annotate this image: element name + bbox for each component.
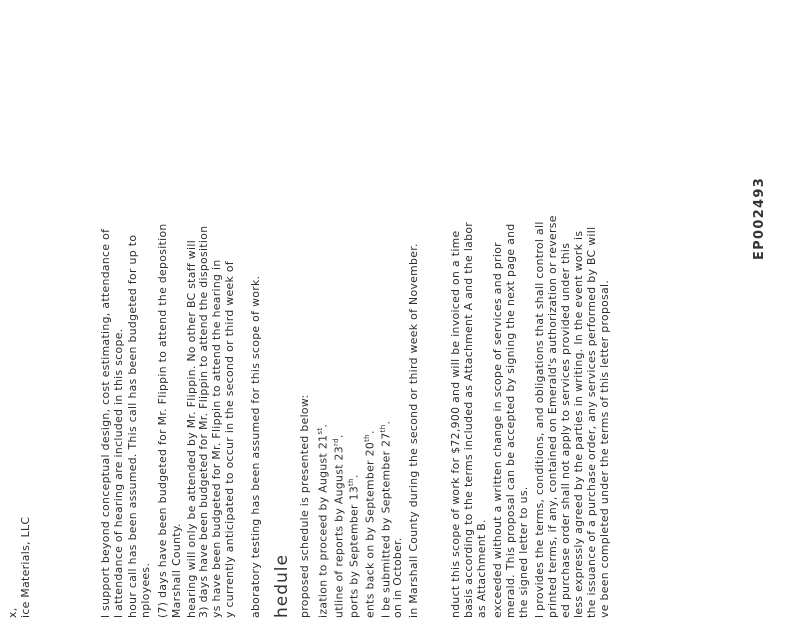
scope-line-1: exceeded without a written change in scope of services and prior <box>491 242 504 618</box>
schedule-line-2: ization to proceed by August 21st. <box>316 423 330 618</box>
para2-line-1: (7) days have been budgeted for Mr. Flippin to attend the deposition <box>156 223 169 618</box>
terms-line-2: printed terms, if any, contained on Emerald's authorization or reverse <box>546 215 559 618</box>
para2-line-3: hearing will only be attended by Mr. Flippin. No other BC staff will <box>185 239 198 618</box>
schedule-line-4: ports by September 13th. <box>347 474 361 618</box>
scope-line-2: merald. This proposal can be accepted by signing the next page and <box>504 223 517 618</box>
schedule-line-8: in Marshall County during the second or third week of November. <box>407 243 420 618</box>
header-line-2: ice Materials, LLC <box>19 516 32 618</box>
para1-line-4: nployees. <box>139 562 152 618</box>
bates-number: EP002493 <box>752 176 767 260</box>
terms-line-1: l provides the terms, conditions, and obligations that shall control all <box>533 221 546 618</box>
para1-line-3: hour call has been assumed. This call has been budgeted for up to <box>126 234 139 618</box>
para2-line-2: Marshall County. <box>170 523 183 618</box>
terms-line-3: ed purchase order shall not apply to services provided under this <box>559 242 572 618</box>
header-line-1: x, <box>6 607 19 618</box>
schedule-line-7: on in October. <box>391 537 404 618</box>
terms-line-4: less expressly agreed by the parties in writing. In the event work is <box>572 230 585 618</box>
para2-line-6: y currently anticipated to occur in the second or third week of <box>223 260 236 618</box>
para1-line-2: l attendance of hearing are included in this scope. <box>112 328 125 618</box>
para3-line-1: aboratory testing has been assumed for this scope of work. <box>249 275 262 618</box>
fees-line-3: as Attachment B. <box>475 519 488 618</box>
scope-line-3: the signed letter to us. <box>517 486 530 618</box>
fees-line-2: basis according to the terms included as Attachment A and the labor <box>462 221 475 618</box>
terms-line-5: the issuance of a purchase order, any services performed by BC will <box>585 226 598 618</box>
schedule-line-1: proposed schedule is presented below: <box>298 394 311 618</box>
terms-line-6: ve been completed under the terms of this letter proposal. <box>598 279 611 618</box>
para2-line-4: 3) days have been budgeted for Mr. Flippin to attend the disposition <box>197 225 210 618</box>
schedule-line-3: utline of reports by August 23rd. <box>332 434 346 618</box>
para1-line-1: l support beyond conceptual design, cost estimating, attendance of <box>99 228 112 618</box>
schedule-line-6: l be submitted by September 27th. <box>379 420 393 618</box>
fees-line-1: nduct this scope of work for $72,900 and will be invoiced on a time <box>449 230 462 618</box>
schedule-heading: hedule <box>272 554 292 618</box>
schedule-line-5: ents back on by September 20th. <box>363 430 377 618</box>
para2-line-5: ys have been budgeted for Mr. Flippin to attend the hearing in <box>210 259 223 618</box>
